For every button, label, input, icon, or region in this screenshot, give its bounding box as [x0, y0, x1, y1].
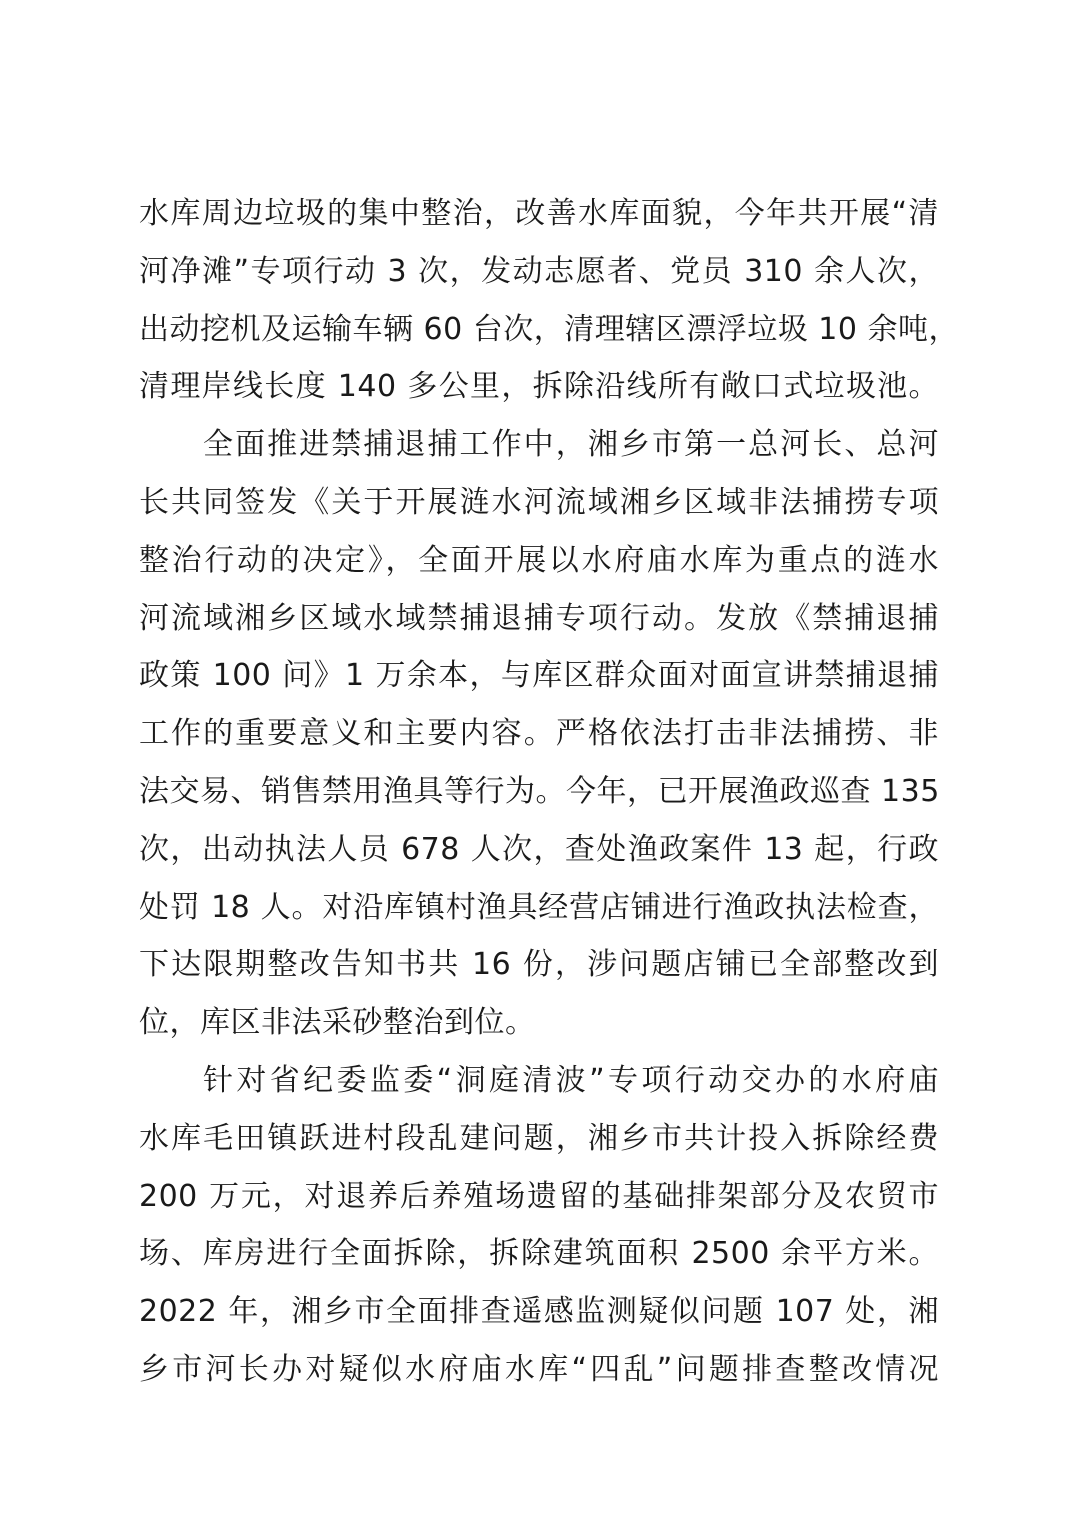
text-line: 水库周边垃圾的集中整治，改善水库面貌，今年共开展“清	[139, 196, 939, 231]
text-line: 乡市河长办对疑似水府庙水库“四乱”问题排查整改情况	[139, 1351, 939, 1387]
text-line: 位，库区非法采砂整治到位。	[139, 1005, 536, 1041]
text-line: 水库毛田镇跃进村段乱建问题，湘乡市共计投入拆除经费	[139, 1120, 939, 1156]
text-line: 场、库房进行全面拆除，拆除建筑面积 2500 余平方米。	[139, 1236, 939, 1272]
text-line: 下达限期整改告知书共 16 份，涉问题店铺已全部整改到	[139, 947, 939, 983]
text-line: 政策 100 问》1 万余本，与库区群众面对面宣讲禁捕退捕	[139, 658, 939, 694]
paragraph-2	[139, 416, 939, 1052]
text-line: 河净滩”专项行动 3 次，发动志愿者、党员 310 余人次，	[139, 253, 939, 289]
text-line: 2022 年，湘乡市全面排查遥感监测疑似问题 107 处，湘	[139, 1294, 939, 1330]
text-line: 针对省纪委监委“洞庭清波”专项行动交办的水府庙	[203, 1062, 939, 1098]
text-line: 清理岸线长度 140 多公里，拆除沿线所有敞口式垃圾池。	[139, 369, 939, 405]
text-line: 河流域湘乡区域水域禁捕退捕专项行动。发放《禁捕退捕	[139, 600, 939, 636]
text-line: 全面推进禁捕退捕工作中，湘乡市第一总河长、总河	[203, 427, 939, 463]
paragraph-3	[139, 1052, 939, 1399]
text-line: 处罚 18 人。对沿库镇村渔具经营店铺进行渔政执法检查，	[139, 889, 939, 925]
text-line: 工作的重要意义和主要内容。严格依法打击非法捕捞、非	[139, 716, 939, 752]
text-line: 法交易、销售禁用渔具等行为。今年，已开展渔政巡查 135	[139, 773, 940, 809]
document-body	[139, 185, 959, 1399]
text-line: 出动挖机及运输车辆 60 台次，清理辖区漂浮垃圾 10 余吨，	[139, 311, 959, 347]
text-line: 整治行动的决定》，全面开展以水府庙水库为重点的涟水	[139, 542, 939, 578]
text-line: 次，出动执法人员 678 人次，查处渔政案件 13 起，行政	[139, 831, 939, 867]
paragraph-1	[139, 185, 959, 416]
text-line: 200 万元，对退养后养殖场遗留的基础排架部分及农贸市	[139, 1178, 939, 1214]
text-line: 长共同签发《关于开展涟水河流域湘乡区域非法捕捞专项	[139, 484, 939, 520]
